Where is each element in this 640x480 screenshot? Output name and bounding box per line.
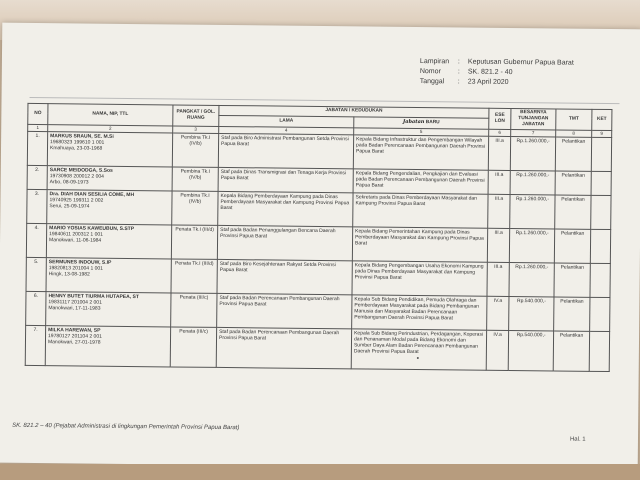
official-name: SARCE MEIDODGA, S.Sos xyxy=(49,167,113,174)
official-nip: 19730908 200012 2 004 xyxy=(49,173,104,180)
column-index: 9 xyxy=(592,130,612,137)
cell-baru: Kepala Bidang Pengendalian, Pengkajian dan Evaluasi pada Badan Perencanaan Pembangunan Daerah Provinsi Papua Barat xyxy=(353,169,488,194)
nomor-label: Nomor xyxy=(419,68,441,76)
official-ttl: Manokwari, 17-11-1983 xyxy=(48,305,101,312)
cell-no: 1. xyxy=(27,131,47,165)
cell-lama: Staf pada Dinas Transmigrasi dan Tenaga Kerja Provinsi Papua Barat xyxy=(218,167,353,192)
cell-baru: Kepala Sub Bidang Perindustrian, Perdagangan, Koperasi dan Penanaman Modal pada Bidang Ekonomi dan Sumber Daya Alam Badan Perencanaan Pembangunan Daerah Provinsi Papua Barat xyxy=(351,329,486,370)
cell-ket xyxy=(589,331,609,371)
cell-ket xyxy=(590,297,610,331)
official-name: MILKA HAREWAN, SP xyxy=(48,327,101,334)
colon: : xyxy=(457,68,460,76)
cell-baru: Kepala Bidang Infrastruktur dan Pengembangan Wilayah pada Badan Perencanaan Pembangunan Daerah Provinsi Papua Barat xyxy=(353,135,488,170)
official-ttl: Manokwari, 27-01-1978 xyxy=(47,339,101,346)
col-no: NO xyxy=(28,103,48,124)
cell-ket xyxy=(590,229,610,263)
col-nama: NAMA, NIP, TTL xyxy=(48,104,173,126)
cell-baru: Kepala Sub Bidang Pendidikan, Pemuda Olahraga dan Pemberdayaan Masyarakat pada Bidang Pembangunan Manusia dan Masyarakat Badan Perencanaan Pembangunan Daerah Provinsi Papua Barat xyxy=(352,295,487,330)
column-index: 4 xyxy=(219,126,354,134)
cell-eselon: III.a xyxy=(488,136,510,170)
cell-eselon: III.a xyxy=(488,170,510,194)
cell-baru: Kepala Bidang Pengembangan Usaha Ekonomi Kampung pada Dinas Pemberdayaan Masyarakat dan Kampung Provinsi Papua Barat xyxy=(352,261,487,296)
cell-no: 4. xyxy=(26,223,46,257)
cell-no: 6. xyxy=(26,291,46,325)
official-nip: 19680323 199610 1 001 xyxy=(50,139,105,146)
desk-edge xyxy=(0,464,640,480)
cell-ket xyxy=(590,263,610,297)
official-ttl: Serui, 25-09-1974 xyxy=(49,203,90,210)
cell-pangkat: Pembina Tk.I (IV/b) xyxy=(172,167,218,191)
cell-tmt: Pelantikan xyxy=(554,297,590,331)
official-ttl: Manokwari, 11-06-1984 xyxy=(49,237,102,244)
official-nip: 19840611 200312 1 001 xyxy=(49,231,103,238)
cell-eselon: IV.a xyxy=(487,296,509,330)
cell-pangkat: Penata (III/c) xyxy=(171,293,217,327)
cell-tunjangan: Rp.540.000,- xyxy=(508,330,553,370)
nomor-value: SK. 821.2 - 40 xyxy=(467,68,513,77)
official-name: MARIO YOSIAS KAWEUBUN, S.STP xyxy=(49,225,135,233)
cell-tmt: Pelantikan xyxy=(554,263,590,297)
tanggal-value: 23 April 2020 xyxy=(467,78,509,86)
official-nip: 19780127 201104 2 001 xyxy=(48,333,102,340)
cell-tmt: Pelantikan xyxy=(555,195,591,229)
official-name: SERMUNES INDOUW, S.IP xyxy=(48,259,112,266)
col-ket: KET xyxy=(592,109,612,130)
tanggal-row xyxy=(420,77,574,89)
officials-table xyxy=(25,103,613,372)
cell-nama xyxy=(46,224,171,259)
official-ttl: Arbo, 08-09-1973 xyxy=(49,179,89,186)
cell-tunjangan: Rp.1.260.000,- xyxy=(509,228,554,262)
cell-eselon: III.a xyxy=(487,228,509,262)
column-index: 3 xyxy=(173,126,219,133)
footer-reference: SK. 821.2 – 40 (Pejabat Administrasi di lingkungan Pemerintah Provinsi Papua Barat) xyxy=(12,422,240,432)
cell-nama xyxy=(45,326,170,367)
cell-eselon: IV.a xyxy=(486,330,508,370)
cell-lama: Staf pada Badan Penanggulangan Bencana Daerah Provinsi Papua Barat xyxy=(217,225,352,260)
cell-tmt: Pelantikan xyxy=(555,137,591,171)
column-index: 2 xyxy=(48,125,173,133)
cell-baru: Kepala Bidang Pemerintahan Kampung pada Dinas Pemberdayaan Masyarakat dan Kampung Provinsi Papua Barat xyxy=(352,227,487,262)
cell-tunjangan: Rp.1.260.000,- xyxy=(510,136,555,170)
cell-lama: Kepala Bidang Pemberdayaan Kampung pada Dinas Pemberdayaan Masyarakat dan Kampung Provinsi Papua Barat xyxy=(218,191,353,226)
ink-dot xyxy=(417,357,419,359)
cell-baru: Sekretaris pada Dinas Pemberdayaan Masyarakat dan Kampung Provinsi Papua Barat xyxy=(353,193,488,228)
column-index: 8 xyxy=(556,130,592,137)
column-index: 6 xyxy=(489,129,511,136)
col-pangkat: PANGKAT / GOL. RUANG xyxy=(173,105,219,126)
cell-nama xyxy=(46,258,171,293)
cell-nama xyxy=(47,166,172,191)
col-lama: LAMA xyxy=(219,115,354,127)
lampiran-label: Lampiran xyxy=(419,58,450,66)
cell-lama: Staf pada Biro Administrasi Pembangunan Setda Provinsi Papua Barat xyxy=(218,133,353,168)
handwritten-note: Jabatan xyxy=(402,119,425,126)
column-index: 1 xyxy=(28,124,48,131)
official-nip: 19831117 201004 2 001 xyxy=(48,299,102,306)
cell-ket xyxy=(591,171,611,195)
cell-no: 7. xyxy=(25,325,45,365)
colon: : xyxy=(457,78,460,86)
cell-pangkat: Pembina Tk.I (IV/b) xyxy=(172,191,218,225)
cell-tmt: Pelantikan xyxy=(555,171,591,195)
cell-tunjangan: Rp.540.000,- xyxy=(509,296,554,330)
official-name: Dra. DIAH DIAN SESILIA COME, MH xyxy=(49,191,135,199)
col-eselon: ESE LON xyxy=(489,108,511,129)
document-page xyxy=(0,23,640,470)
cell-no: 3. xyxy=(27,189,47,223)
official-nip: 19740925 199311 2 002 xyxy=(49,197,104,204)
cell-pangkat: Penata (III/c) xyxy=(170,327,216,367)
cell-eselon: III.a xyxy=(488,194,510,228)
cell-tmt: Pelantikan xyxy=(554,229,590,263)
official-name: HENNY BUTET TIURMA HUTAPEA, ST xyxy=(48,293,139,301)
cell-tunjangan: Rp.1.260.000,- xyxy=(509,262,554,296)
tanggal-label: Tanggal xyxy=(419,78,445,86)
cell-pangkat: Penata Tk.I (III/d) xyxy=(171,259,217,293)
cell-eselon: III.a xyxy=(487,262,509,296)
table-row xyxy=(25,325,609,371)
cell-nama xyxy=(47,132,172,167)
cell-tunjangan: Rp.1.260.000,- xyxy=(510,170,555,194)
cell-tmt: Pelantikan xyxy=(553,331,589,371)
lampiran-value: Keputusan Gubernur Papua Barat xyxy=(467,58,574,67)
col-tunjangan: BESARNYA TUNJANGAN JABATAN xyxy=(511,108,556,129)
official-ttl: Kmahuaya, 23-03-1968 xyxy=(49,145,103,152)
cell-tunjangan: Rp.1.260.000,- xyxy=(510,194,555,228)
cell-nama xyxy=(47,190,172,225)
column-index: 5 xyxy=(354,128,489,136)
page-number: Hal. 1 xyxy=(569,436,586,443)
official-ttl: Hingk, 13-08-1982 xyxy=(48,271,90,278)
col-tmt: TMT xyxy=(556,109,592,130)
official-nip: 19820813 201004 1 001 xyxy=(48,265,104,272)
col-baru-label: BARU xyxy=(425,120,440,126)
cell-lama: Staf pada Badan Perencanaan Pembangunan Daerah Provinsi Papua Barat xyxy=(217,293,352,328)
cell-ket xyxy=(591,195,611,229)
lampiran-header xyxy=(420,57,574,89)
cell-nama xyxy=(46,292,171,327)
cell-no: 5. xyxy=(26,257,46,291)
cell-lama: Staf pada Biro Kesejahteraan Rakyat Setda Provinsi Papua Barat xyxy=(217,259,352,294)
official-name: MARKUS SRAUN, SE. M.Si xyxy=(50,133,114,140)
colon: : xyxy=(457,58,460,66)
cell-lama: Staf pada Badan Perencanaan Pembangunan Daerah Provinsi Papua Barat xyxy=(216,327,351,368)
cell-ket xyxy=(591,137,611,171)
column-index: 7 xyxy=(511,129,556,136)
cell-pangkat: Penata Tk.I (III/d) xyxy=(171,225,217,259)
cell-no: 2. xyxy=(27,165,47,189)
table-body xyxy=(25,131,611,371)
cell-pangkat: Pembina Tk.I (IV/b) xyxy=(172,133,218,167)
col-jabatan: JABATAN / KEDUDUKAN xyxy=(219,105,489,118)
